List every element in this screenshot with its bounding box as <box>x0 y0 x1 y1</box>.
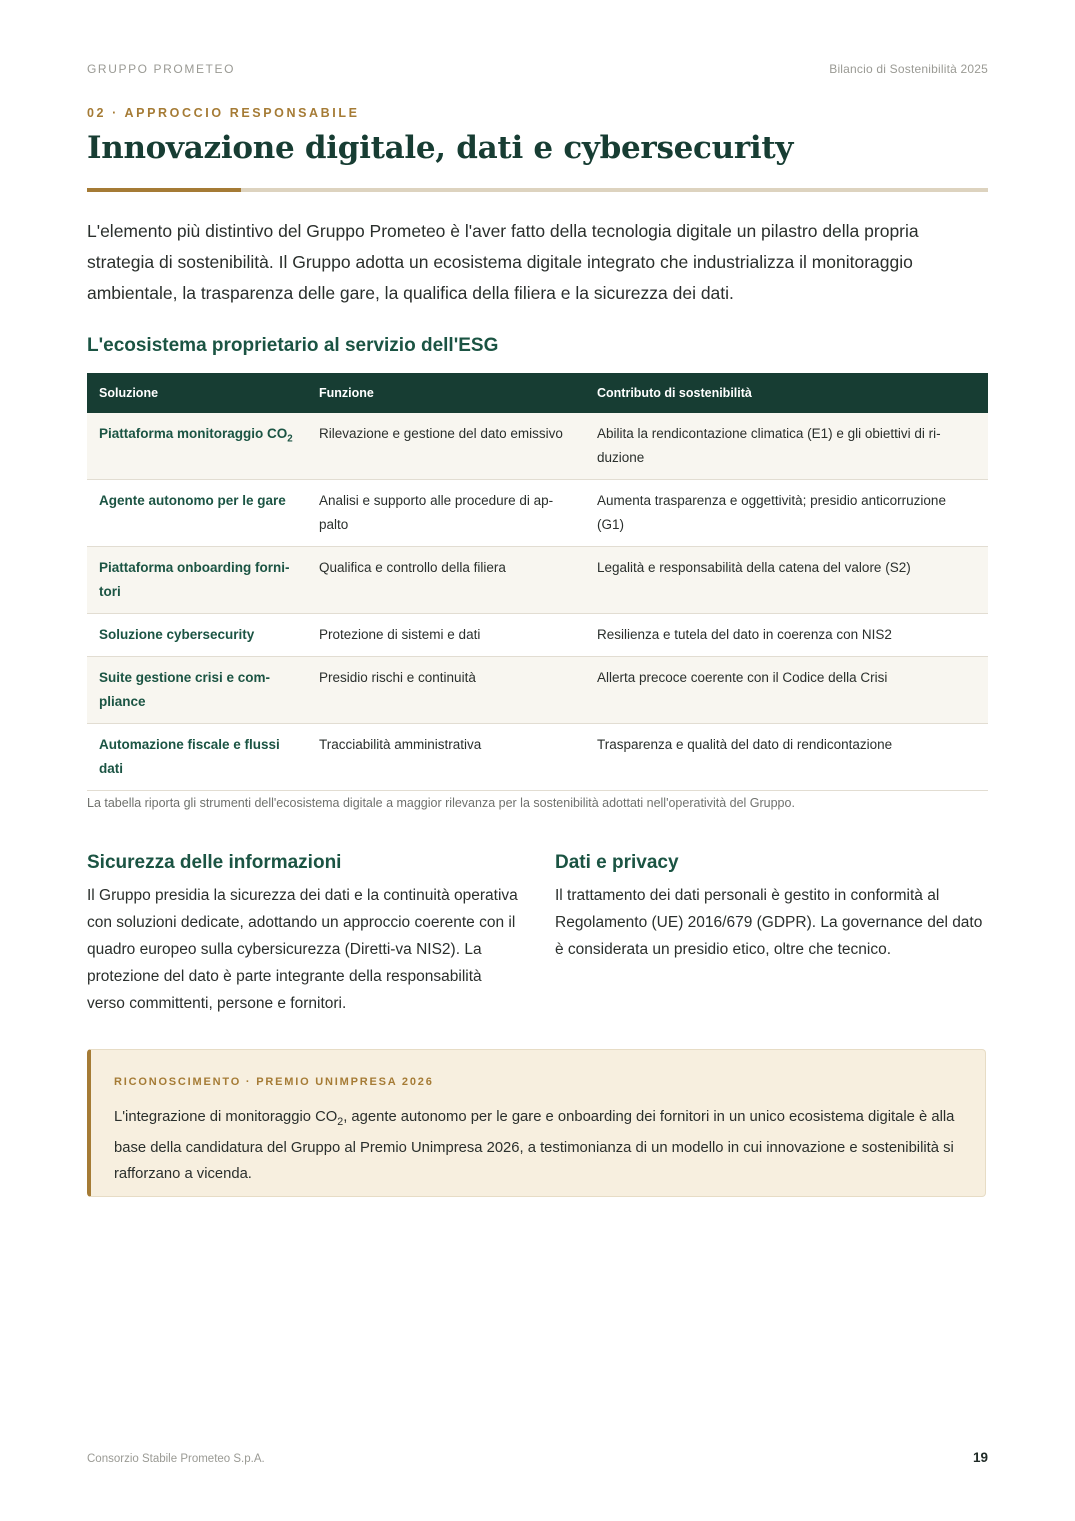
callout-text-start: L'integrazione di monitoraggio CO <box>114 1109 338 1125</box>
callout-label: RICONOSCIMENTO · PREMIO UNIMPRESA 2026 <box>114 1076 434 1088</box>
ecosystem-title: L'ecosistema proprietario al servizio dell'ESG <box>87 335 499 356</box>
table-row <box>87 657 988 724</box>
brand-label: GRUPPO PROMETEO <box>87 62 236 76</box>
solution-cell: Automazione fiscale e flussi dati <box>87 724 307 791</box>
contribution-cell: Resilienza e tutela del dato in coerenza con NIS2 <box>585 614 988 657</box>
table-row <box>87 480 988 547</box>
footer-company: Consorzio Stabile Prometeo S.p.A. <box>87 1453 265 1465</box>
callout-subscript: 2 <box>337 1115 344 1128</box>
privacy-section <box>555 852 987 963</box>
report-title: Bilancio di Sostenibilità 2025 <box>829 62 988 76</box>
privacy-title: Dati e privacy <box>555 852 679 873</box>
ecosystem-table <box>87 373 988 791</box>
privacy-body: Il trattamento dei dati personali è gestito in conformità al Regolamento (UE) 2016/679 (GDPR). La governance del dato è considerata un presidio etico, oltre che tecnico. <box>555 887 983 958</box>
award-callout <box>87 1049 986 1197</box>
callout-text <box>114 1104 966 1187</box>
security-body: Il Gruppo presidia la sicurezza dei dati e la continuità operativa con soluzioni dedicate, adottando un approccio coerente con il quadro europeo sulla cybersicurezza (Diretti-va NIS2). La protezione del dato è parte integrante della responsabilità verso committenti, persone e fornitori. <box>87 887 518 1012</box>
page-number: 19 <box>972 1450 988 1465</box>
function-cell: Analisi e supporto alle procedure di ap-palto <box>307 480 585 547</box>
function-cell: Presidio rischi e continuità <box>307 657 585 724</box>
contribution-cell: Abilita la rendicontazione climatica (E1) e gli obiettivi di ri-duzione <box>585 413 988 480</box>
intro-paragraph: L'elemento più distintivo del Gruppo Prometeo è l'aver fatto della tecnologia digitale un pilastro della propria strategia di sostenibilità. Il Gruppo adotta un ecosistema digitale integrato che industrializza il monitoraggio ambientale, la trasparenza delle gare, la qualifica della filiera e la sicurezza dei dati. <box>87 221 919 303</box>
page-title: Innovazione digitale, dati e cybersecurity <box>87 130 794 166</box>
contribution-cell: Trasparenza e qualità del dato di rendicontazione <box>585 724 988 791</box>
solution-name: Piattaforma monitoraggio CO <box>99 426 288 441</box>
solution-cell: Soluzione cybersecurity <box>87 614 307 657</box>
table-header-row <box>87 373 988 413</box>
table-row <box>87 413 988 480</box>
function-cell: Protezione di sistemi e dati <box>307 614 585 657</box>
solution-subscript: 2 <box>287 433 293 445</box>
solution-cell: Agente autonomo per le gare <box>87 480 307 547</box>
contribution-cell: Legalità e responsabilità della catena del valore (S2) <box>585 547 988 614</box>
section-kicker: 02 · APPROCCIO RESPONSABILE <box>87 106 360 120</box>
column-header-solution: Soluzione <box>87 373 307 413</box>
page-footer <box>87 1450 988 1465</box>
column-header-function: Funzione <box>307 373 585 413</box>
contribution-cell: Aumenta trasparenza e oggettività; presidio anticorruzione (G1) <box>585 480 988 547</box>
title-rule-accent <box>87 188 241 192</box>
table-caption: La tabella riporta gli strumenti dell'ecosistema digitale a maggior rilevanza per la sostenibilità adottati nell'operatività del Gruppo. <box>87 796 795 810</box>
title-rule <box>87 188 988 192</box>
table-row <box>87 724 988 791</box>
table-row <box>87 547 988 614</box>
table-row <box>87 614 988 657</box>
security-title: Sicurezza delle informazioni <box>87 852 342 873</box>
contribution-cell: Allerta precoce coerente con il Codice della Crisi <box>585 657 988 724</box>
security-section <box>87 852 519 1017</box>
function-cell: Rilevazione e gestione del dato emissivo <box>307 413 585 480</box>
running-header <box>87 62 988 76</box>
solution-cell: Suite gestione crisi e com-pliance <box>87 657 307 724</box>
solution-cell <box>87 413 307 480</box>
solution-cell: Piattaforma onboarding forni-tori <box>87 547 307 614</box>
function-cell: Tracciabilità amministrativa <box>307 724 585 791</box>
function-cell: Qualifica e controllo della filiera <box>307 547 585 614</box>
callout-text-end: , agente autonomo per le gare e onboarding dei fornitori in un unico ecosistema digitale è alla base della candidatura del Gruppo al Premio Unimpresa 2026, a testimonianza di un modello in cui innovazione e sostenibilità si rafforzano a vicenda. <box>114 1109 955 1182</box>
column-header-contribution: Contributo di sostenibilità <box>585 373 988 413</box>
